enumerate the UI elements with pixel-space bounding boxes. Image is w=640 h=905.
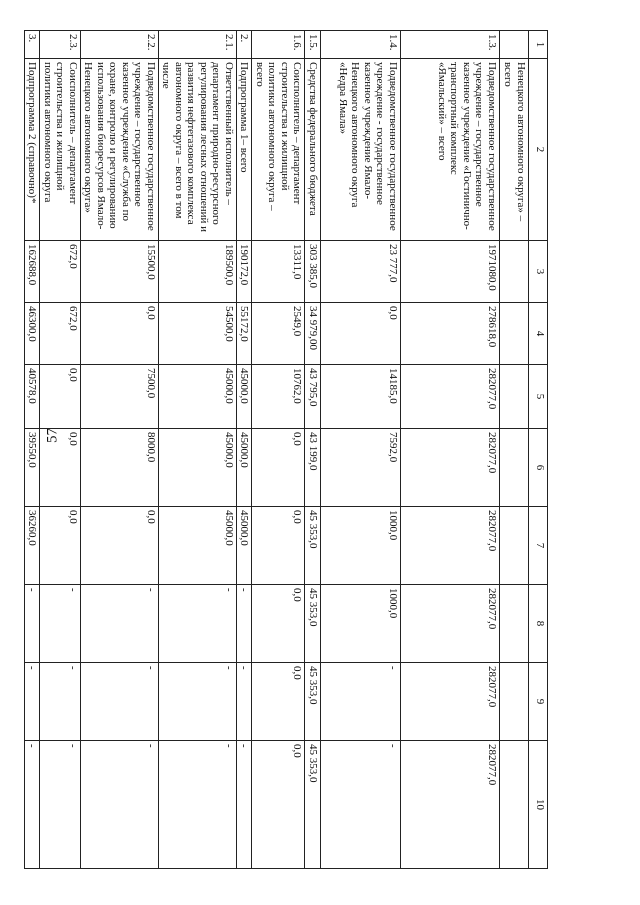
value-cell-4: 54500,0	[159, 303, 237, 365]
value-cell-10: -	[321, 741, 401, 869]
value-cell-6: 0,0	[40, 429, 81, 507]
value-cell-8: 1000,0	[321, 585, 401, 663]
value-cell-7: 1000,0	[321, 507, 401, 585]
value-cell-5: 0,0	[40, 365, 81, 429]
value-cell-9: -	[25, 663, 41, 741]
column-header-9: 9	[529, 663, 548, 741]
value-cell-3: 672,0	[40, 241, 81, 303]
value-cell-4: 2549,0	[252, 303, 305, 365]
value-cell-3: 190172,0	[237, 241, 253, 303]
value-cell-10: -	[25, 741, 41, 869]
column-header-3: 3	[529, 241, 548, 303]
row-index-cell: 1.4.	[321, 31, 401, 59]
row-index-cell: 2.2.	[81, 31, 159, 59]
value-cell-8	[500, 585, 529, 663]
value-cell-7: 0,0	[40, 507, 81, 585]
value-cell-7: 0,0	[252, 507, 305, 585]
value-cell-8: 0,0	[252, 585, 305, 663]
value-cell-5: 45000,0	[237, 365, 253, 429]
value-cell-5: 10762,0	[252, 365, 305, 429]
value-cell-5: 282077,0	[401, 365, 500, 429]
column-header-5: 5	[529, 365, 548, 429]
row-name-cell: Подпрограмма 2 (справочно)*	[25, 59, 41, 241]
budget-table	[24, 30, 548, 869]
value-cell-5: 7500,0	[81, 365, 159, 429]
value-cell-9: -	[81, 663, 159, 741]
row-name-cell: Средства федерального бюджета	[305, 59, 321, 241]
page-number: 57	[44, 428, 61, 443]
value-cell-6: 8000,0	[81, 429, 159, 507]
column-header-6: 6	[529, 429, 548, 507]
value-cell-4: 55172,0	[237, 303, 253, 365]
table-row	[40, 31, 81, 869]
value-cell-6: 282077,0	[401, 429, 500, 507]
value-cell-7: 45 353,0	[305, 507, 321, 585]
row-index-cell: 1.6.	[252, 31, 305, 59]
value-cell-4	[500, 303, 529, 365]
value-cell-6: 0,0	[252, 429, 305, 507]
value-cell-5	[500, 365, 529, 429]
table-row	[305, 31, 321, 869]
value-cell-7: 45000,0	[237, 507, 253, 585]
value-cell-6: 7592,0	[321, 429, 401, 507]
table-row	[252, 31, 305, 869]
value-cell-10: -	[40, 741, 81, 869]
value-cell-8: -	[25, 585, 41, 663]
value-cell-9: -	[321, 663, 401, 741]
value-cell-7: 36260,0	[25, 507, 41, 585]
value-cell-5: 43 795,0	[305, 365, 321, 429]
row-name-cell: Соисполнитель – департамент строительства и жилищной политики автономного округа – всего	[252, 59, 305, 241]
header-row	[529, 31, 548, 869]
table-row	[159, 31, 237, 869]
row-name-cell: Подведомственное государственное учреждение – государственное казенное учреждение «Служба по охране, контролю и регулированию использования биоресурсов Ямало-Ненецкого автономного округа»	[81, 59, 159, 241]
value-cell-5: 40578,0	[25, 365, 41, 429]
value-cell-3: 1971080,0	[401, 241, 500, 303]
table-row	[500, 31, 529, 869]
row-name-cell: Подпрограмма 1– всего	[237, 59, 253, 241]
value-cell-8: -	[159, 585, 237, 663]
column-header-1: 1	[529, 31, 548, 59]
value-cell-9: -	[237, 663, 253, 741]
value-cell-10	[500, 741, 529, 869]
value-cell-7: 282077,0	[401, 507, 500, 585]
value-cell-5: 14185,0	[321, 365, 401, 429]
row-name-cell: Ответственный исполнитель – департамент природно-ресурсного регулирования лесных отношений и развития нефтегазового комплекса автономного округа – всего в том числе	[159, 59, 237, 241]
value-cell-4: 46300,0	[25, 303, 41, 365]
value-cell-7: 0,0	[81, 507, 159, 585]
value-cell-9	[500, 663, 529, 741]
value-cell-8: 282077,0	[401, 585, 500, 663]
value-cell-4: 34 979,00	[305, 303, 321, 365]
value-cell-5: 45000,0	[159, 365, 237, 429]
value-cell-9: -	[159, 663, 237, 741]
value-cell-6: 45000,0	[159, 429, 237, 507]
table-row	[81, 31, 159, 869]
value-cell-4: 0,0	[81, 303, 159, 365]
row-index-cell: 2.1.	[159, 31, 237, 59]
value-cell-10: 0,0	[252, 741, 305, 869]
row-index-cell	[500, 31, 529, 59]
value-cell-8: -	[237, 585, 253, 663]
row-index-cell: 1.3.	[401, 31, 500, 59]
value-cell-7: 45000,0	[159, 507, 237, 585]
value-cell-10: 45 353,0	[305, 741, 321, 869]
value-cell-9: 45 353,0	[305, 663, 321, 741]
row-index-cell: 2.	[237, 31, 253, 59]
value-cell-6: 39550,0	[25, 429, 41, 507]
rotated-table-container	[26, 30, 548, 868]
row-name-cell: Ненецкого автономного округа» – всего	[500, 59, 529, 241]
value-cell-8: 45 353,0	[305, 585, 321, 663]
value-cell-6	[500, 429, 529, 507]
row-name-cell: Подведомственное государственное учреждение – государственное казенное учреждение «Гостинично-транспортный комплекс «Ямальский» – всего	[401, 59, 500, 241]
value-cell-3: 15500,0	[81, 241, 159, 303]
column-header-7: 7	[529, 507, 548, 585]
value-cell-10: -	[81, 741, 159, 869]
table-row	[25, 31, 41, 869]
table-body	[25, 31, 529, 869]
value-cell-6: 43 199,0	[305, 429, 321, 507]
value-cell-3: 162688,0	[25, 241, 41, 303]
value-cell-9: -	[40, 663, 81, 741]
value-cell-4: 278618,0	[401, 303, 500, 365]
value-cell-4: 672,0	[40, 303, 81, 365]
value-cell-10: 282077,0	[401, 741, 500, 869]
value-cell-3: 13311,0	[252, 241, 305, 303]
value-cell-7	[500, 507, 529, 585]
table-row	[321, 31, 401, 869]
value-cell-3: 303 385,0	[305, 241, 321, 303]
row-name-cell: Соисполнитель – департамент строительства и жилищной политики автономного округа	[40, 59, 81, 241]
value-cell-10: -	[237, 741, 253, 869]
row-index-cell: 1.5.	[305, 31, 321, 59]
column-header-4: 4	[529, 303, 548, 365]
row-name-cell: Подведомственное государственное учреждение - государственное казенное учреждение Ямало-Ненецкого автономного округа «Недра Ямала»	[321, 59, 401, 241]
value-cell-4: 0,0	[321, 303, 401, 365]
column-header-2: 2	[529, 59, 548, 241]
column-header-8: 8	[529, 585, 548, 663]
value-cell-3: 23 777,0	[321, 241, 401, 303]
value-cell-9: 0,0	[252, 663, 305, 741]
table-row	[237, 31, 253, 869]
value-cell-8: -	[40, 585, 81, 663]
value-cell-9: 282077,0	[401, 663, 500, 741]
table-row	[401, 31, 500, 869]
row-index-cell: 3.	[25, 31, 41, 59]
value-cell-8: -	[81, 585, 159, 663]
column-header-10: 10	[529, 741, 548, 869]
value-cell-10: -	[159, 741, 237, 869]
value-cell-3	[500, 241, 529, 303]
value-cell-6: 45000,0	[237, 429, 253, 507]
row-index-cell: 2.3.	[40, 31, 81, 59]
value-cell-3: 189500,0	[159, 241, 237, 303]
